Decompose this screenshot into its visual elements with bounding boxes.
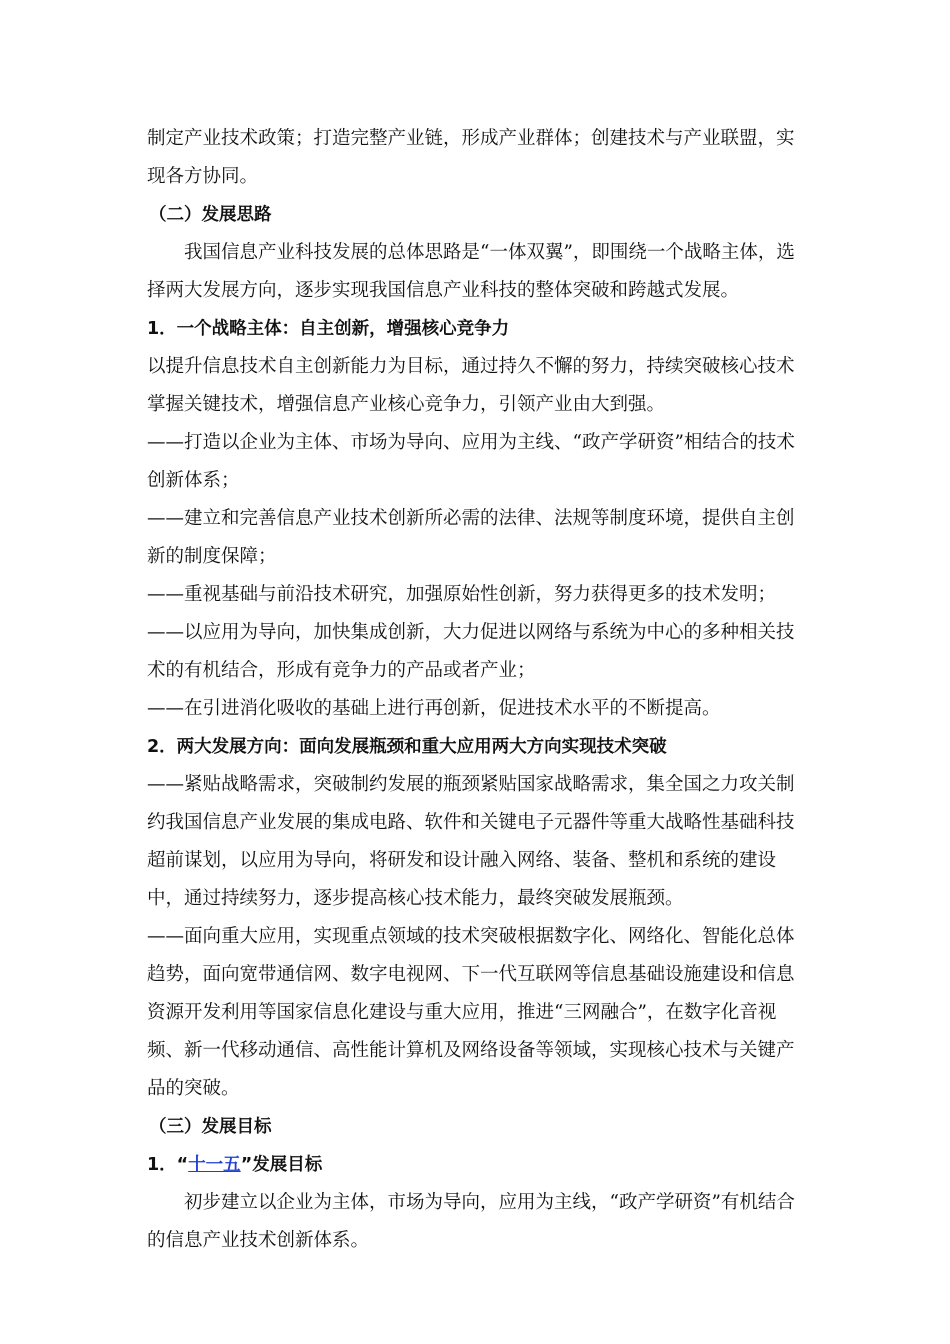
- heading-prefix: 1．“: [147, 1155, 189, 1175]
- paragraph-intro: 制定产业技术政策；打造完整产业链，形成产业群体；创建技术与产业联盟，实现各方协同。: [147, 128, 795, 187]
- bullet-item: ——重视基础与前沿技术研究，加强原始性创新，努力获得更多的技术发明；: [147, 584, 777, 605]
- heading-development-approach: （二）发展思路: [149, 205, 272, 225]
- document-body: [147, 120, 811, 1260]
- bullet-item: ——以应用为导向，加快集成创新，大力促进以网络与系统为中心的多种相关技术的有机结合，形成有竞争力的产品或者产业；: [147, 622, 795, 681]
- heading-development-goals: （三）发展目标: [149, 1117, 272, 1137]
- heading-strategic-subject: 1．一个战略主体：自主创新，增强核心竞争力: [147, 319, 510, 339]
- paragraph-innovation-goal: 以提升信息技术自主创新能力为目标，通过持久不懈的努力，持续突破核心技术掌握关键技术，增强信息产业核心竞争力，引领产业由大到强。: [147, 356, 795, 415]
- heading-two-directions: 2．两大发展方向：面向发展瓶颈和重大应用两大方向实现技术突破: [147, 737, 667, 757]
- paragraph-overall-approach: 我国信息产业科技发展的总体思路是“一体双翼”，即围绕一个战略主体，选择两大发展方向，逐步实现我国信息产业科技的整体突破和跨越式发展。: [147, 242, 795, 301]
- paragraph-final-goal: 初步建立以企业为主体，市场为导向，应用为主线，“政产学研资”有机结合的信息产业技术创新体系。: [147, 1192, 795, 1251]
- bullet-item: ——面向重大应用，实现重点领域的技术突破根据数字化、网络化、智能化总体趋势，面向宽带通信网、数字电视网、下一代互联网等信息基础设施建设和信息资源开发利用等国家信息化建设与重大应用，推进“三网融合”，在数字化音视频、新一代移动通信、高性能计算机及网络设备等领域，实现核心技术与关键产品的突破。: [147, 926, 795, 1099]
- bullet-item: ——建立和完善信息产业技术创新所必需的法律、法规等制度环境，提供自主创新的制度保障；: [147, 508, 795, 567]
- bullet-item: ——紧贴战略需求，突破制约发展的瓶颈紧贴国家战略需求，集全国之力攻关制约我国信息产业发展的集成电路、软件和关键电子元器件等重大战略性基础科技超前谋划，以应用为导向，将研发和设计融入网络、装备、整机和系统的建设中，通过持续努力，逐步提高核心技术能力，最终突破发展瓶颈。: [147, 774, 795, 909]
- bullet-item: ——在引进消化吸收的基础上进行再创新，促进技术水平的不断提高。: [147, 698, 721, 719]
- eleventh-five-year-link[interactable]: 十一五: [188, 1155, 241, 1175]
- bullet-item: ——打造以企业为主体、市场为导向、应用为主线、“政产学研资”相结合的技术创新体系；: [147, 432, 795, 491]
- heading-suffix: ”发展目标: [240, 1155, 323, 1175]
- heading-eleventh-five-year-goal: [147, 1146, 811, 1184]
